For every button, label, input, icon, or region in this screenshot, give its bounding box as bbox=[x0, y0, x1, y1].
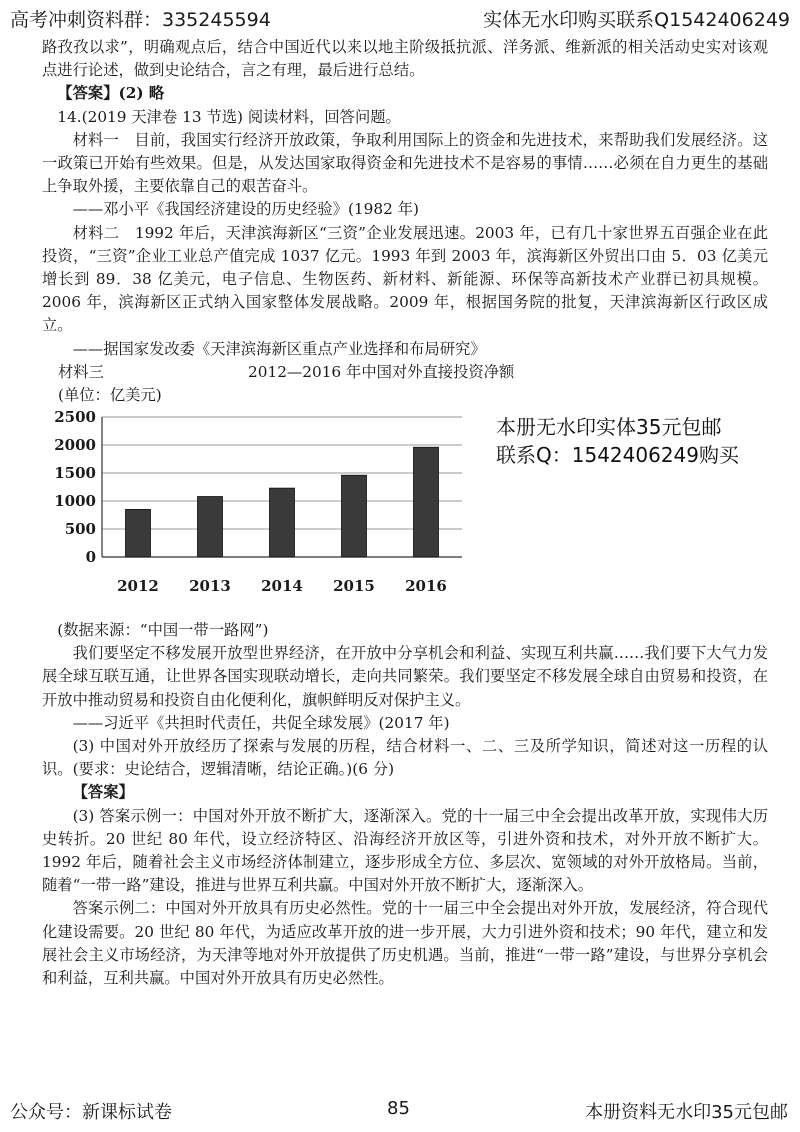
chart-block bbox=[42, 407, 768, 619]
footer-right-text: 本册资料无水印35元包邮 bbox=[585, 1102, 788, 1123]
paragraph-intro: 路孜孜以求”，明确观点后，结合中国近代以来以地主阶级抵抗派、洋务派、维新派的相关活动史实对该观点进行论述，做到史论结合，言之有理，最后进行总结。 bbox=[42, 38, 768, 80]
bar bbox=[270, 488, 295, 557]
x-tick-label: 2013 bbox=[189, 577, 231, 596]
bar bbox=[342, 475, 367, 557]
page-number: 85 bbox=[387, 1098, 410, 1119]
y-tick-label: 0 bbox=[85, 548, 96, 567]
material-three-text: 我们要坚定不移发展开放型世界经济，在开放中分享机会和利益、实现互利共赢……我们要下大气力发展全球互联互通，让世界各国实现联动增长，走向共同繁荣。我们要坚定不移发展全球自由贸易和投资，在开放中推动贸易和投资自由化便利化，旗帜鲜明反对保护主义。 bbox=[42, 644, 768, 709]
promo-line-2: 联系Q：1542406249购买 bbox=[496, 443, 739, 468]
header-left-text: 高考冲刺资料群：335245594 bbox=[10, 9, 271, 31]
x-tick-label: 2012 bbox=[117, 577, 159, 596]
promo-box bbox=[496, 413, 739, 469]
question-three: (3) 中国对外开放经历了探索与发展的历程，结合材料一、二、三及所学知识，简述对这一历程的认识。(要求：史论结合，逻辑清晰，结论正确。)(6 分) bbox=[42, 737, 768, 779]
y-tick-label: 1500 bbox=[54, 464, 96, 483]
answer-example-one: (3) 答案示例一：中国对外开放不断扩大，逐渐深入。党的十一届三中全会提出改革开放，实现伟大历史转折。20 世纪 80 年代，设立经济特区、沿海经济开放区等，引进外资和技术，对外开放不断扩大。1992 年后，随着社会主义市场经济体制建立，逐步形成全方位、多层次、宽领域的对外开放格局。当前，随着“一带一路”建设，推进与世界互利共赢。中国对外开放不断扩大，逐渐深入。 bbox=[42, 806, 768, 895]
chart-title: 2012—2016 年中国对外直接投资净额 bbox=[248, 362, 515, 381]
bar bbox=[126, 509, 151, 557]
material-one: 材料一 目前，我国实行经济开放政策，争取利用国际上的资金和先进技术，来帮助我们发展经济。这一政策已开始有些效果。但是，从发达国家取得资金和先进技术不是容易的事情……必须在自力更生的基础上争取外援，主要依靠自己的艰苦奋斗。 bbox=[42, 130, 768, 196]
page-header bbox=[0, 0, 800, 34]
x-tick-label: 2014 bbox=[261, 577, 303, 596]
material-two-source: ——据国家发改委《天津滨海新区重点产业选择和布局研究》 bbox=[72, 339, 486, 358]
chart-data-source: (数据来源：“中国一带一路网”) bbox=[57, 621, 269, 640]
material-three-source: ——习近平《共担时代责任，共促全球发展》(2017 年) bbox=[72, 713, 450, 732]
promo-line-1: 本册无水印实体35元包邮 bbox=[496, 415, 722, 440]
material-three-label: 材料三 bbox=[58, 362, 104, 381]
footer-left-text: 公众号：新课标试卷 bbox=[10, 1102, 172, 1123]
page-footer bbox=[0, 1092, 800, 1132]
material-three-header bbox=[42, 361, 768, 384]
bar bbox=[198, 497, 223, 557]
material-two: 材料二 1992 年后，天津滨海新区“三资”企业发展迅速。2003 年，已有几十家世界五百强企业在此投资，“三资”企业工业总产值完成 1037 亿元。1993 年到 2003 年，滨海新区外贸出口由 5．03 亿美元增长到 89．38 亿美元，电子信息、生物医药、新材料、新能源、环保等高新技术产业群已初具规模。2006 年，滨海新区正式纳入国家整体发展战略。2009 年，根据国务院的批复，天津滨海新区行政区成立。 bbox=[42, 223, 768, 335]
bar-chart bbox=[42, 407, 482, 619]
answer-previous: 【答案】(2) 略 bbox=[57, 84, 165, 103]
y-tick-label: 1000 bbox=[54, 492, 96, 511]
x-tick-label: 2015 bbox=[333, 577, 375, 596]
header-right-text: 实体无水印购买联系Q1542406249 bbox=[483, 9, 790, 31]
answer-label: 【答案】 bbox=[72, 783, 134, 802]
document-body bbox=[42, 36, 768, 990]
x-tick-label: 2016 bbox=[405, 577, 447, 596]
chart-unit-label: (单位：亿美元) bbox=[58, 385, 162, 404]
answer-example-two: 答案示例二：中国对外开放具有历史必然性。党的十一届三中全会提出对外开放，发展经济，符合现代化建设需要。20 世纪 80 年代，为适应改革开放的进一步开展，大力引进外资和技术；90 年代，建立和发展社会主义市场经济，为天津等地对外开放提供了历史机遇。当前，推进“一带一路”建设，与世界分享机会和利益，互利共赢。中国对外开放具有历史必然性。 bbox=[42, 899, 768, 988]
y-tick-label: 2500 bbox=[54, 408, 96, 427]
y-tick-label: 2000 bbox=[54, 436, 96, 455]
y-tick-label: 500 bbox=[64, 520, 96, 539]
material-one-source: ——邓小平《我国经济建设的历史经验》(1982 年) bbox=[72, 200, 419, 219]
bar bbox=[414, 447, 439, 557]
question-heading: 14.(2019 天津卷 13 节选) 阅读材料，回答问题。 bbox=[57, 107, 401, 126]
